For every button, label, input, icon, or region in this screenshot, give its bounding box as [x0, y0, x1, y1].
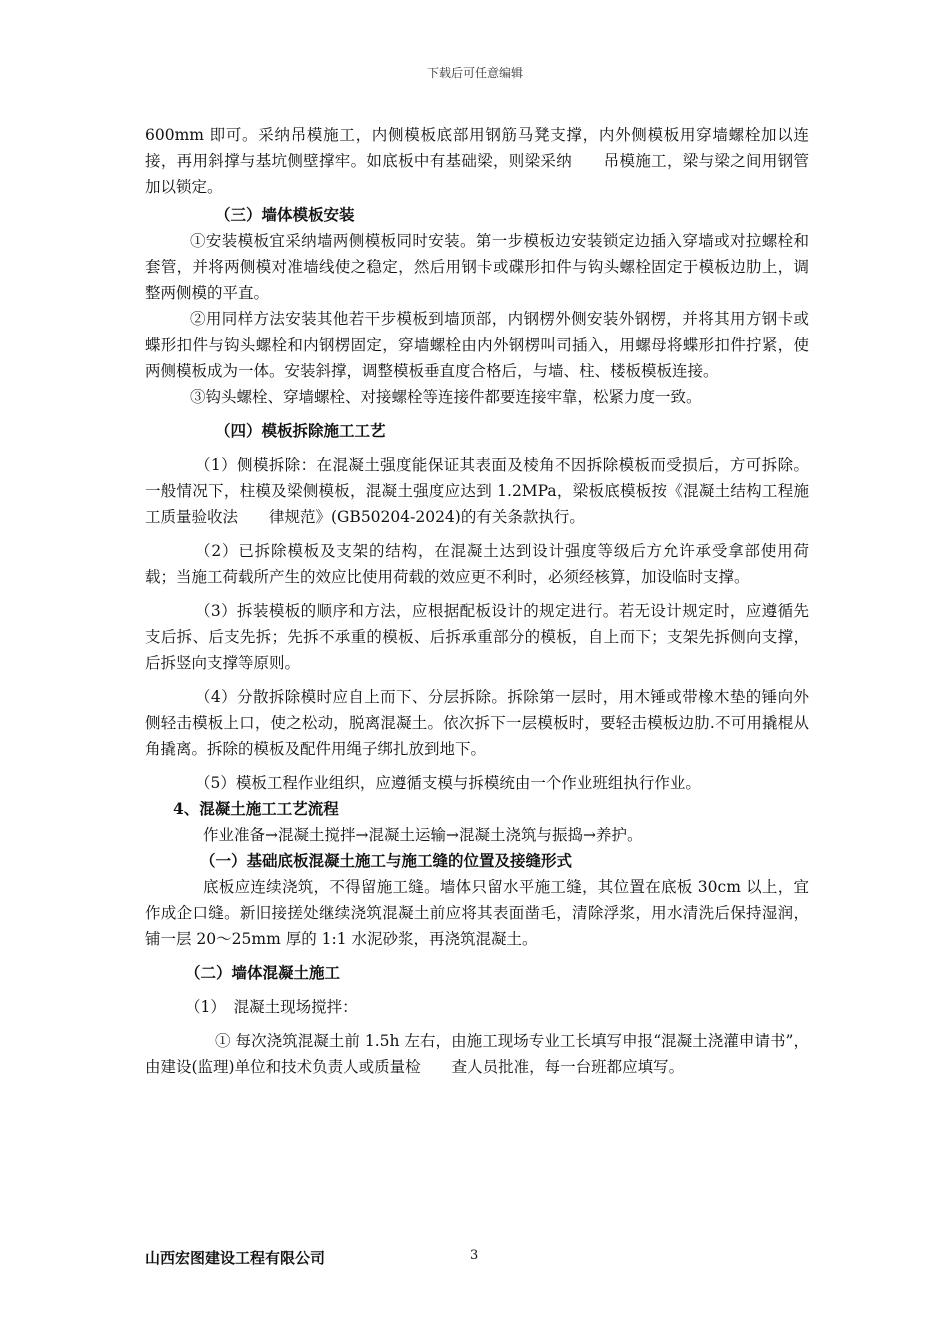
process-flow: 作业准备→混凝土搅拌→混凝土运输→混凝土浇筑与振捣→养护。 — [203, 826, 643, 844]
section-heading-wall-concrete: （二）墙体混凝土施工 — [185, 963, 341, 982]
paragraph: （3）拆装模板的顺序和方法，应根据配板设计的规定进行。若无设计规定时，应遵循先支后拆、后支先拆；先拆不承重的模板、后拆承重部分的模板，自上而下；支架先拆侧向支撑，后拆竖向支撑等原则。 — [145, 602, 809, 672]
paragraph: （5）模板工程作业组织，应遵循支模与拆模统由一个作业班组执行作业。 — [195, 774, 701, 792]
page-number: 3 — [470, 1248, 479, 1263]
paragraph: ①安装模板宜采纳墙两侧模板同时安装。第一步模板边安装锁定边插入穿墙或对拉螺栓和套管，并将两侧模对准墙线使之稳定，然后用钢卡或碟形扣件与钩头螺栓固定于模板边肋上，调整两侧模的平直。 — [145, 232, 809, 302]
paragraph: ① 每次浇筑混凝土前 1.5h 左右，由施工现场专业工长填写申报“混凝土浇灌申请书”，由建设(监理)单位和技术负责人或质量检 查人员批准，每一台班都应填写。 — [145, 1032, 809, 1076]
section-heading-base-slab: （一）基础底板混凝土施工与施工缝的位置及接缝形式 — [200, 851, 573, 870]
paragraph: 600mm 即可。采纳吊模施工，内侧模板底部用钢筋马凳支撑，内外侧模板用穿墙螺栓加以连接，再用斜撑与基坑侧壁撑牢。如底板中有基础梁，则梁采纳 吊模施工，梁与梁之间用钢管加以锁定。 — [145, 126, 809, 196]
document-body — [145, 122, 809, 1080]
paragraph: （2）已拆除模板及支架的结构，在混凝土达到设计强度等级后方允许承受拿部使用荷载；当施工荷载所产生的效应比使用荷载的效应更不利时，必须经核算，加设临时支撑。 — [145, 542, 809, 586]
paragraph: （1）侧模拆除：在混凝土强度能保证其表面及棱角不因拆除模板而受损后，方可拆除。一般情况下，柱模及梁侧模板，混凝土强度应达到 1.2MPa，梁板底模板按《混凝土结构工程施工质量验收法 律规范》(GB50204-2024)的有关条款执行。 — [145, 456, 809, 526]
section-heading-concrete-process: 4、混凝土施工工艺流程 — [173, 799, 339, 818]
paragraph: （1） 混凝土现场搅拌： — [185, 998, 358, 1016]
section-heading-formwork-removal: （四）模板拆除施工工艺 — [215, 421, 386, 440]
footer-company: 山西宏图建设工程有限公司 — [145, 1249, 326, 1267]
paragraph: ②用同样方法安装其他若干步模板到墙顶部，内钢楞外侧安装外钢楞，并将其用方钢卡或蝶形扣件与钩头螺栓和内钢楞固定，穿墙螺栓由内外钢楞叫司插入，用螺母将蝶形扣件拧紧，使两侧模板成为一体。安装斜撑，调整模板垂直度合格后，与墙、柱、楼板模板连接。 — [145, 310, 809, 380]
paragraph: ③钩头螺栓、穿墙螺栓、对接螺栓等连接件都要连接牢靠，松紧力度一致。 — [190, 388, 702, 406]
header-note: 下载后可任意编辑 — [426, 66, 523, 80]
section-heading-wall-formwork: （三）墙体模板安装 — [215, 205, 355, 224]
paragraph: 底板应连续浇筑，不得留施工缝。墙体只留水平施工缝，其位置在底板 30cm 以上，宜作成企口缝。新旧接搓处继续浇筑混凝土前应将其表面凿毛，清除浮浆，用水清洗后保持湿润，铺一层 20～25mm 厚的 1:1 水泥砂浆，再浇筑混凝土。 — [145, 878, 809, 948]
paragraph: （4）分散拆除模时应自上而下、分层拆除。拆除第一层时，用木锤或带橡木垫的锤向外侧轻击模板上口，使之松动，脱离混凝土。依次拆下一层模板时，要轻击模板边肋.不可用撬棍从角撬离。拆除的模板及配件用绳子绑扎放到地下。 — [145, 688, 809, 758]
